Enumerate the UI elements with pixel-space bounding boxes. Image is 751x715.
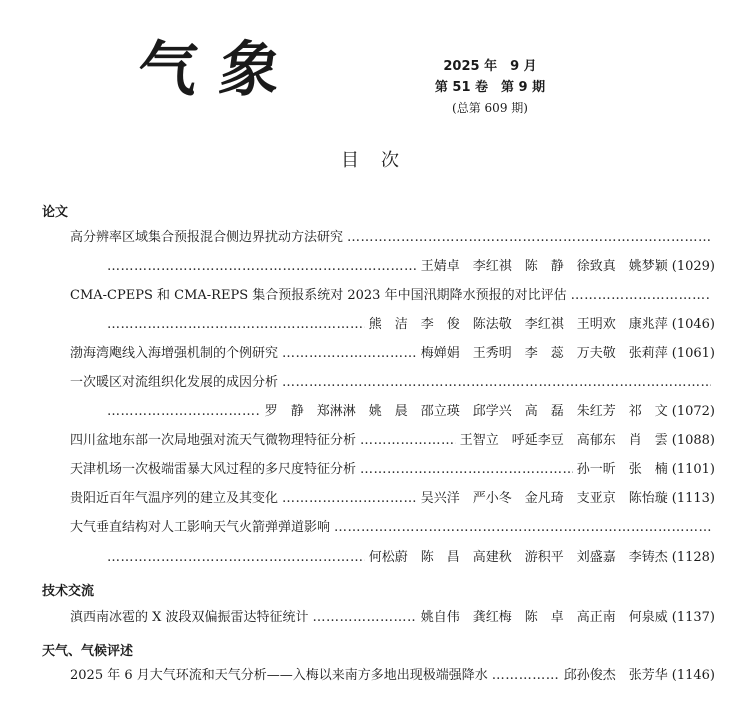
entry-authors: 熊 洁 李 俊 陈法敬 李红祺 王明欢 康兆萍 xyxy=(368,317,668,332)
entry-authors: 罗 静 郑淋淋 姚 晨 邵立瑛 邱学兴 高 磊 朱红芳 祁 文 xyxy=(264,404,668,419)
toc-entry-authors[interactable] xyxy=(103,548,715,568)
entry-authors: 姚自伟 龚红梅 陈 卓 高正南 何泉威 xyxy=(420,610,668,625)
toc-entry-title[interactable] xyxy=(70,228,715,248)
entry-authors: 何松蔚 陈 昌 高建秋 游积平 刘盛嘉 李铸杰 xyxy=(368,550,668,565)
entry-title: CMA-CPEPS 和 CMA-REPS 集合预报系统对 2023 年中国汛期降水预报的对比评估 xyxy=(70,288,567,303)
journal-masthead: 气象 xyxy=(133,35,307,105)
entry-page: (1113) xyxy=(671,491,715,506)
toc-entry-title[interactable] xyxy=(70,373,715,393)
toc-entry[interactable] xyxy=(70,460,715,480)
entry-authors: 孙一昕 张 楠 xyxy=(576,462,668,477)
section-papers: 论文 xyxy=(42,205,69,220)
toc-entry-authors[interactable] xyxy=(103,257,715,277)
toc-entry-authors[interactable] xyxy=(103,402,715,422)
entry-title: 2025 年 6 月大气环流和天气分析——入梅以来南方多地出现极端强降水 xyxy=(70,668,488,683)
entry-page: (1029) xyxy=(671,259,715,274)
leader-dots xyxy=(107,315,365,335)
entry-authors: 吴兴洋 严小冬 金凡琦 支亚京 陈怡璇 xyxy=(420,491,668,506)
entry-title: 贵阳近百年气温序列的建立及其变化 xyxy=(70,491,279,506)
toc-entry-title[interactable] xyxy=(70,286,715,306)
entry-title: 渤海湾飑线入海增强机制的个例研究 xyxy=(70,346,279,361)
entry-title: 四川盆地东部一次局地强对流天气微物理特征分析 xyxy=(70,433,357,448)
leader-dots xyxy=(107,402,261,422)
toc-title: 目次 xyxy=(341,150,421,171)
leader-dots xyxy=(282,489,417,509)
entry-authors: 邱孙俊杰 张芳华 xyxy=(563,668,668,683)
section-review: 天气、气候评述 xyxy=(42,644,134,659)
leader-dots xyxy=(347,228,711,248)
leader-dots xyxy=(360,460,573,480)
toc-entry[interactable] xyxy=(70,666,715,686)
toc-entry[interactable] xyxy=(70,608,715,628)
issue-total: (总第 609 期) xyxy=(452,101,528,115)
leader-dots xyxy=(313,608,417,628)
entry-page: (1146) xyxy=(671,668,715,683)
entry-page: (1046) xyxy=(671,317,715,332)
entry-page: (1061) xyxy=(671,346,715,361)
leader-dots xyxy=(334,518,711,538)
toc-entry-title[interactable] xyxy=(70,518,715,538)
leader-dots xyxy=(107,257,417,277)
section-tech: 技术交流 xyxy=(42,584,95,599)
issue-year-month: 2025 年 9 月 xyxy=(443,59,537,74)
issue-volume: 第 51 卷 第 9 期 xyxy=(434,80,546,95)
issue-info xyxy=(420,56,560,119)
leader-dots xyxy=(282,344,417,364)
toc-entry[interactable] xyxy=(70,344,715,364)
leader-dots xyxy=(571,286,711,306)
entry-page: (1072) xyxy=(671,404,715,419)
entry-authors: 梅婵娟 王秀明 李 蕊 万夫敬 张莉萍 xyxy=(420,346,668,361)
entry-title: 大气垂直结构对人工影响天气火箭弹弹道影响 xyxy=(70,520,331,535)
entry-title: 天津机场一次极端雷暴大风过程的多尺度特征分析 xyxy=(70,462,357,477)
entry-title: 高分辨率区域集合预报混合侧边界扰动方法研究 xyxy=(70,230,344,245)
toc-entry-authors[interactable] xyxy=(103,315,715,335)
entry-title: 一次暖区对流组织化发展的成因分析 xyxy=(70,375,279,390)
entry-page: (1137) xyxy=(671,610,715,625)
toc-entry[interactable] xyxy=(70,431,715,451)
entry-title: 滇西南冰雹的 X 波段双偏振雷达特征统计 xyxy=(70,610,309,625)
entry-page: (1101) xyxy=(671,462,715,477)
leader-dots xyxy=(492,666,560,686)
entry-page: (1088) xyxy=(671,433,715,448)
leader-dots xyxy=(282,373,711,393)
entry-authors: 王智立 呼延李豆 高郁东 肖 雲 xyxy=(459,433,668,448)
entry-page: (1128) xyxy=(671,550,715,565)
entry-authors: 王婧卓 李红祺 陈 静 徐致真 姚梦颖 xyxy=(420,259,668,274)
leader-dots xyxy=(107,548,365,568)
toc-entry[interactable] xyxy=(70,489,715,509)
leader-dots xyxy=(360,431,456,451)
